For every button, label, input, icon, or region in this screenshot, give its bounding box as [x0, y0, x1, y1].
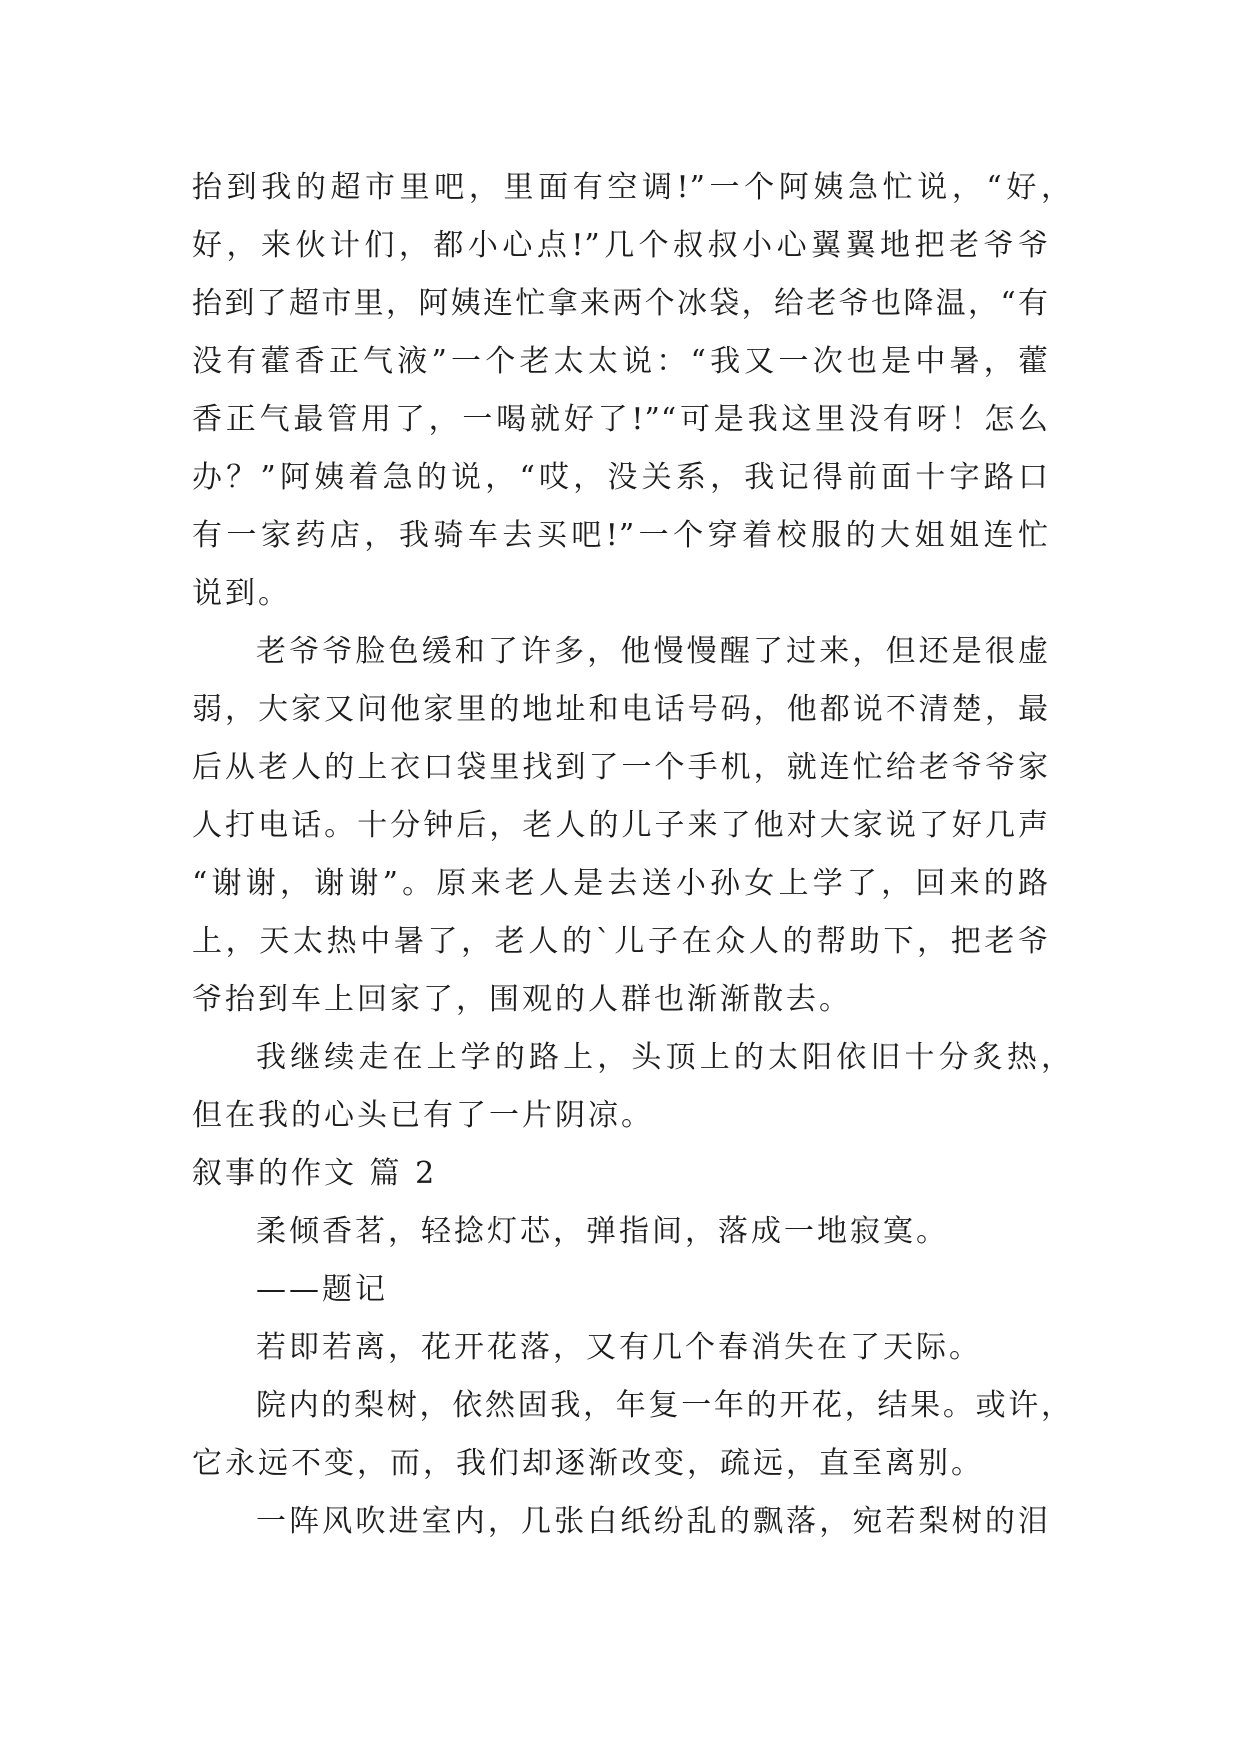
section-heading: 叙事的作文 篇 2: [192, 1156, 438, 1191]
paragraph: [192, 1319, 1072, 1377]
text-line: 它永远不变，而，我们却逐渐改变，疏远，直至离别。: [192, 1446, 984, 1481]
text-line: 我继续走在上学的路上，头顶上的太阳依旧十分炙热，: [256, 1040, 1072, 1075]
text-line: 人打电话。十分钟后，老人的儿子来了他对大家说了好几声: [192, 808, 1049, 843]
text-line: 办？”阿姨着急的说，“哎，没关系，我记得前面十字路口: [192, 460, 1049, 495]
text-line: 说到。: [192, 576, 291, 611]
paragraph: [192, 1203, 1072, 1261]
text-line: 抬到我的超市里吧，里面有空调!”一个阿姨急忙说，“好，: [192, 170, 1072, 205]
text-line: 有一家药店，我骑车去买吧!”一个穿着校服的大姐姐连忙: [192, 518, 1049, 553]
paragraph: [192, 159, 1072, 623]
text-line: 柔倾香茗，轻捻灯芯，弹指间，落成一地寂寞。: [256, 1214, 949, 1249]
epigraph-attribution: ——题记: [256, 1272, 388, 1307]
paragraph: [192, 1377, 1072, 1493]
text-line: 没有藿香正气液”一个老太太说：“我又一次也是中暑，藿: [192, 344, 1049, 379]
text-line: 香正气最管用了，一喝就好了!”“可是我这里没有呀！怎么: [192, 402, 1049, 437]
text-line: 好，来伙计们，都小心点!”几个叔叔小心翼翼地把老爷爷: [192, 228, 1049, 263]
text-line: “谢谢，谢谢”。原来老人是去送小孙女上学了，回来的路: [192, 866, 1049, 901]
text-line: 弱，大家又问他家里的地址和电话号码，他都说不清楚，最: [192, 692, 1049, 727]
paragraph: [192, 1261, 1072, 1319]
text-line: 若即若离，花开花落，又有几个春消失在了天际。: [256, 1330, 982, 1365]
paragraph: [192, 1493, 1072, 1551]
text-line: 院内的梨树，依然固我，年复一年的开花，结果。或许，: [256, 1388, 1072, 1423]
text-line: 老爷爷脸色缓和了许多，他慢慢醒了过来，但还是很虚: [256, 634, 1049, 669]
paragraph: [192, 623, 1072, 1029]
text-line: 上，天太热中暑了，老人的`儿子在众人的帮助下，把老爷: [192, 924, 1049, 959]
text-line: 后从老人的上衣口袋里找到了一个手机，就连忙给老爷爷家: [192, 750, 1049, 785]
text-line: 抬到了超市里，阿姨连忙拿来两个冰袋，给老爷也降温，“有: [192, 286, 1049, 321]
text-line: 一阵风吹进室内，几张白纸纷乱的飘落，宛若梨树的泪: [256, 1504, 1049, 1539]
body-text: [192, 159, 1072, 1551]
text-line: 但在我的心头已有了一片阴凉。: [192, 1098, 654, 1133]
text-line: 爷抬到车上回家了，围观的人群也渐渐散去。: [192, 982, 852, 1017]
paragraph: [192, 1029, 1072, 1145]
